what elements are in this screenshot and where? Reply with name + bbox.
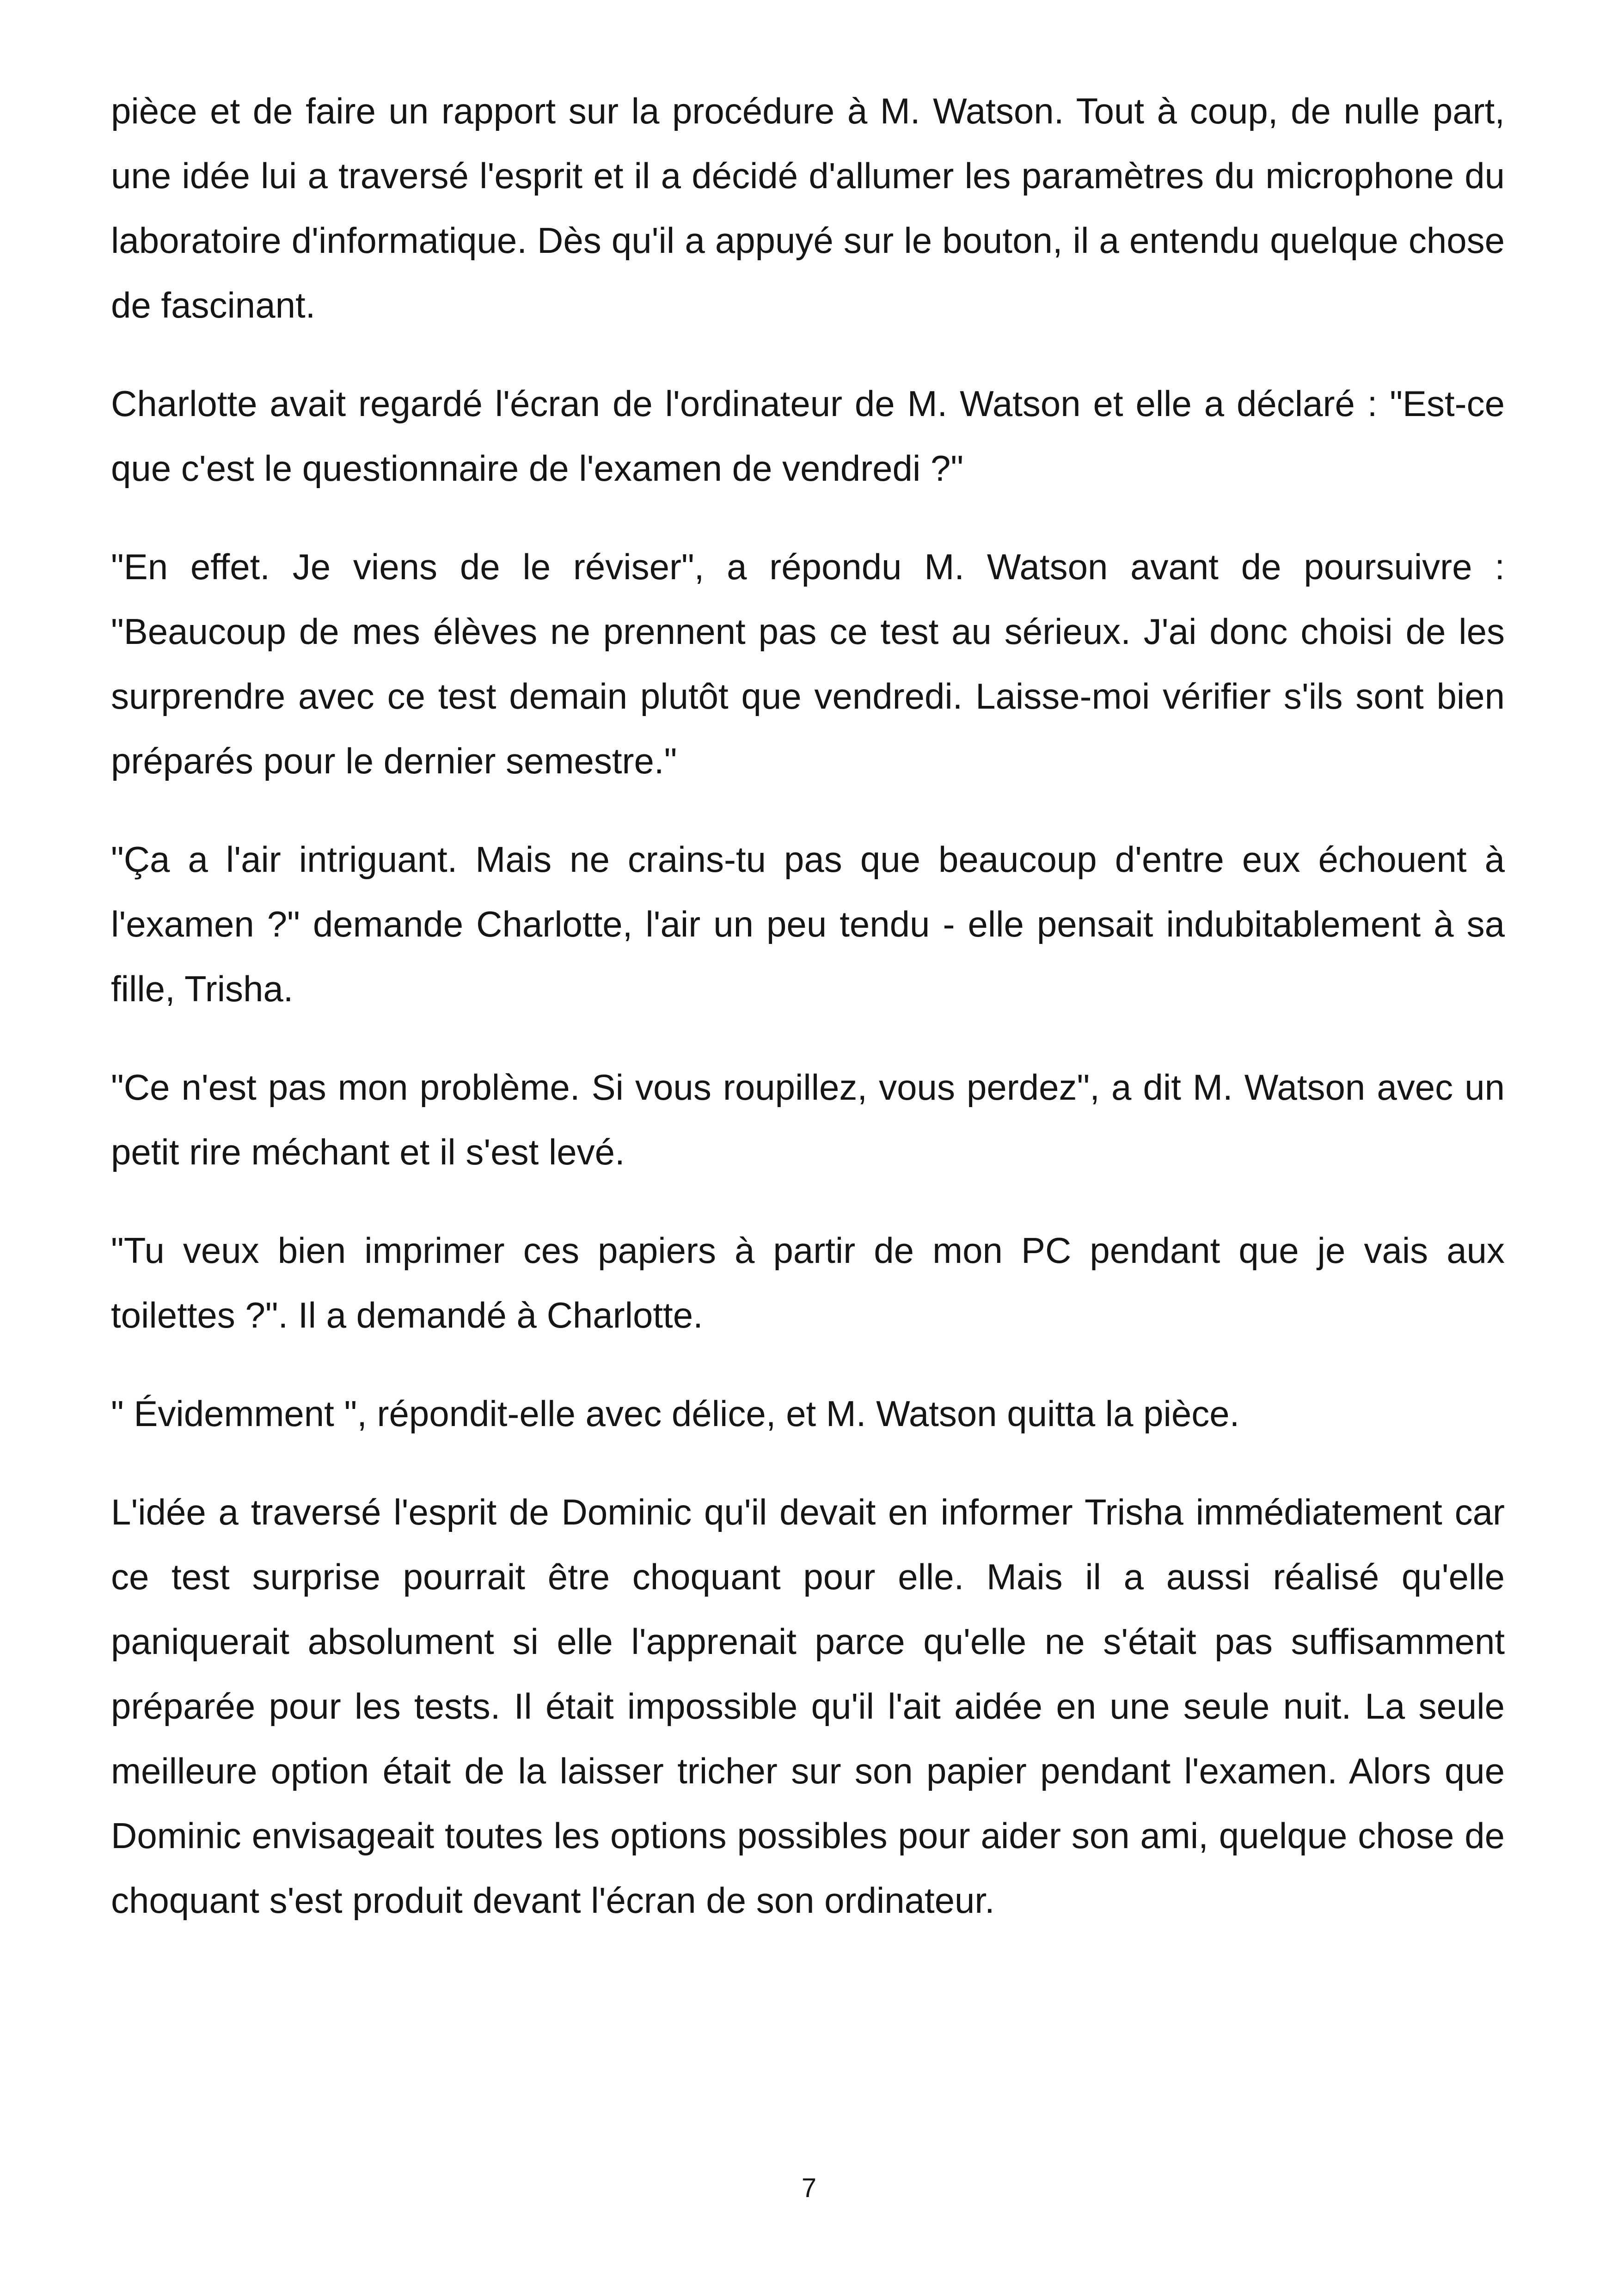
paragraph-8: L'idée a traversé l'esprit de Dominic qu'il devait en informer Trisha immédiatement car ce test surprise pourrait être choquant pour elle. Mais il a aussi réalisé qu'elle paniquerait absolument si elle l'apprenait parce qu'elle ne s'était pas suffisamment préparée pour les tests. Il était impossible qu'il l'ait aidée en une seule nuit. La seule meilleure option était de la laisser tricher sur son papier pendant l'examen. Alors que Dominic envisageait toutes les options possibles pour aider son ami, quelque chose de choquant s'est produit devant l'écran de son ordinateur.	[111, 1492, 1505, 1921]
paragraph-5: "Ce n'est pas mon problème. Si vous roupillez, vous perdez", a dit M. Watson avec un petit rire méchant et il s'est levé.	[111, 1067, 1505, 1172]
paragraph-3: "En effet. Je viens de le réviser", a répondu M. Watson avant de poursuivre : "Beaucoup de mes élèves ne prennent pas ce test au sérieux. J'ai donc choisi de les surprendre avec ce test demain plutôt que vendredi. Laisse-moi vérifier s'ils sont bien préparés pour le dernier semestre."	[111, 546, 1505, 781]
page-number: 7	[801, 2173, 817, 2203]
paragraph-6: "Tu veux bien imprimer ces papiers à partir de mon PC pendant que je vais aux toilettes ?". Il a demandé à Charlotte.	[111, 1230, 1505, 1335]
paragraph-2: Charlotte avait regardé l'écran de l'ordinateur de M. Watson et elle a déclaré : "Est-ce que c'est le questionnaire de l'examen de vendredi ?"	[111, 383, 1505, 489]
paragraph-4: "Ça a l'air intriguant. Mais ne crains-tu pas que beaucoup d'entre eux échouent à l'examen ?" demande Charlotte, l'air un peu tendu - elle pensait indubitablement à sa fille, Trisha.	[111, 839, 1505, 1009]
body-text	[111, 79, 1505, 1966]
paragraph-1: pièce et de faire un rapport sur la procédure à M. Watson. Tout à coup, de nulle part, une idée lui a traversé l'esprit et il a décidé d'allumer les paramètres du microphone du laboratoire d'informatique. Dès qu'il a appuyé sur le bouton, il a entendu quelque chose de fascinant.	[111, 91, 1505, 325]
paragraph-7: " Évidemment ", répondit-elle avec délice, et M. Watson quitta la pièce.	[111, 1393, 1240, 1434]
